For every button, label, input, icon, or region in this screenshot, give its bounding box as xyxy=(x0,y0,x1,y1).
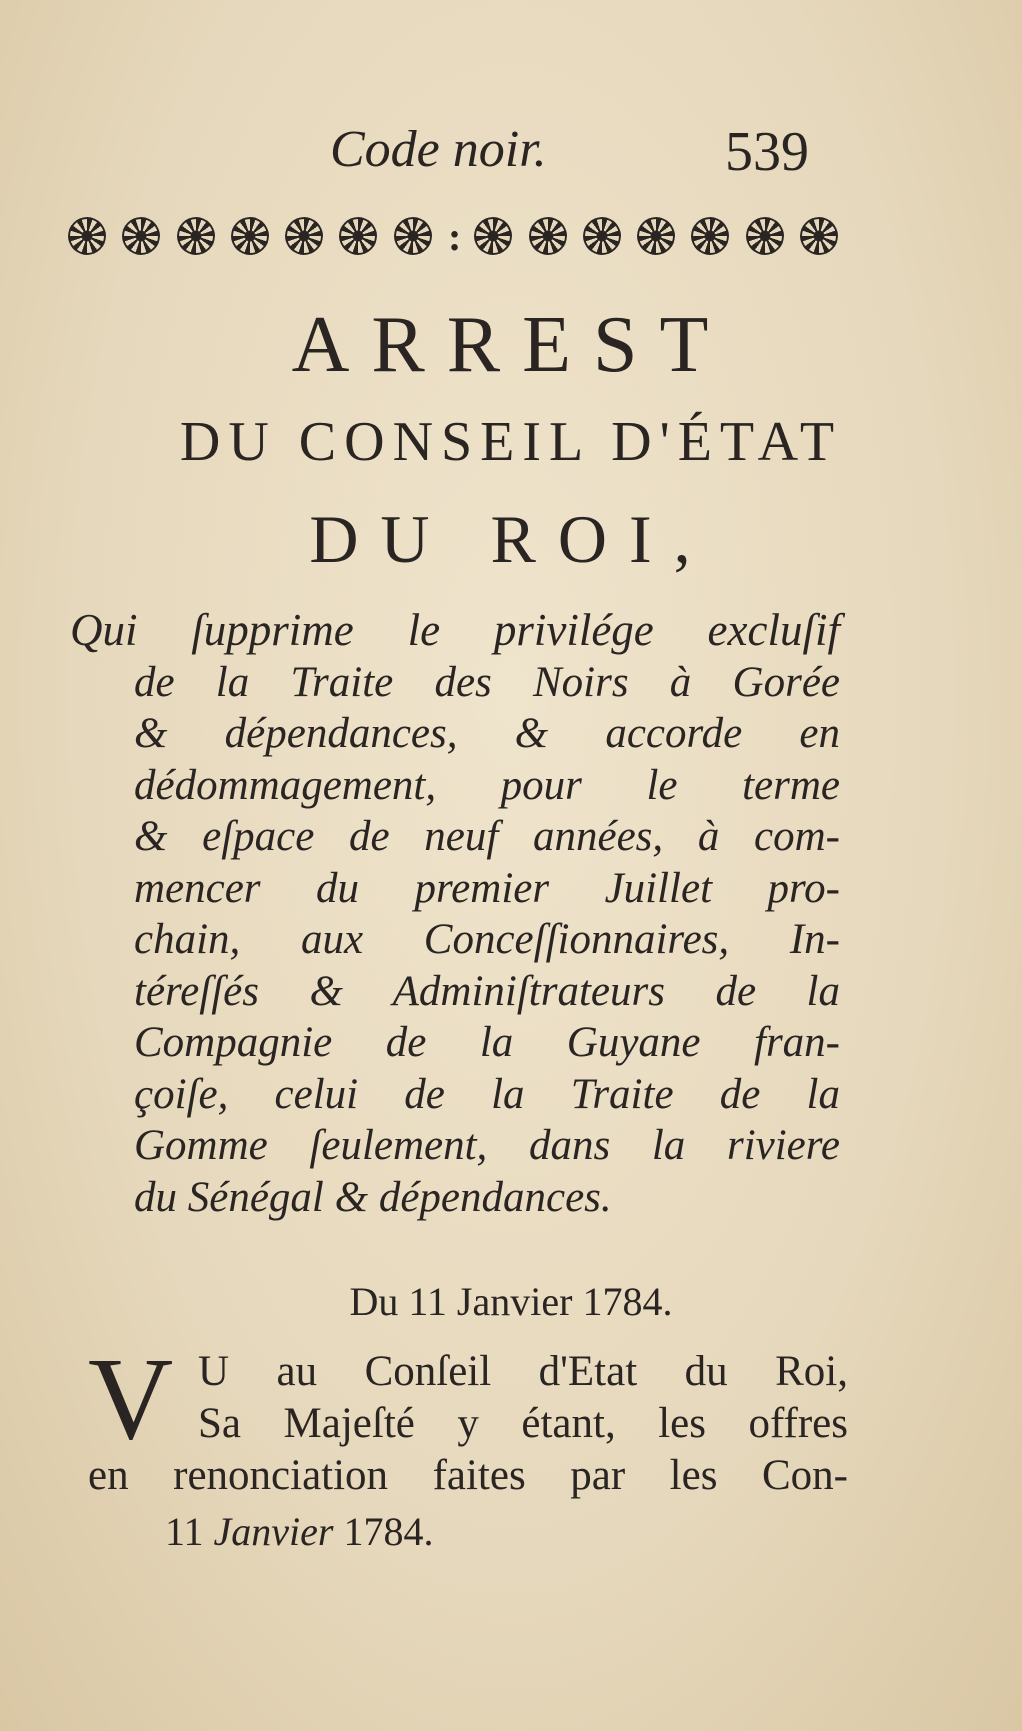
summary-line: & eſpace de neuf années, à com- xyxy=(134,813,840,860)
summary-line: chain, aux Conceſſionnaires, In- xyxy=(134,916,840,963)
rosette-icon xyxy=(394,217,432,255)
rosette-icon xyxy=(637,217,675,255)
rosette-icon xyxy=(122,217,160,255)
summary-line: téreſſés & Adminiſtrateurs de la xyxy=(134,967,840,1015)
fleuron-ornament-row xyxy=(68,206,838,266)
rosette-icon xyxy=(583,217,621,255)
rosette-icon xyxy=(339,217,377,255)
page-number: 539 xyxy=(725,121,809,183)
body-line: Sa Majeſté y étant, les offres xyxy=(198,1400,848,1447)
body-line: en renonciation faites par les Con- xyxy=(88,1452,848,1499)
rosette-icon xyxy=(231,217,269,255)
rosette-icon xyxy=(529,217,567,255)
summary-line: Gomme ſeulement, dans la riviere xyxy=(134,1122,840,1169)
summary-line: de la Traite des Noirs à Gorée xyxy=(134,658,840,706)
page-header xyxy=(0,110,1022,190)
decree-date: Du 11 Janvier 1784. xyxy=(349,1279,673,1324)
rosette-icon xyxy=(177,217,215,255)
rosette-icon xyxy=(68,217,106,255)
summary-line: Qui ſupprime le privilége excluſif xyxy=(70,605,840,655)
summary-line: du Sénégal & dépendances. xyxy=(134,1173,612,1221)
running-title: Code noir. xyxy=(330,121,547,178)
signature-mark xyxy=(165,1508,433,1555)
rosette-icon xyxy=(691,217,729,255)
title-line-arrest: ARREST xyxy=(291,301,731,389)
ornament-colon: : xyxy=(447,213,462,259)
summary-line: mencer du premier Juillet pro- xyxy=(134,864,840,912)
title-line-conseil: DU CONSEIL D'ÉTAT xyxy=(179,411,843,473)
summary-line: çoiſe, celui de la Traite de la xyxy=(134,1070,840,1118)
title-line-roi: DU ROI, xyxy=(309,501,713,577)
summary-line: dédommagement, pour le terme xyxy=(134,761,840,809)
signature-italic: Janvier xyxy=(213,1509,334,1554)
rosette-icon xyxy=(746,217,784,255)
rosette-icon xyxy=(800,217,838,255)
rosette-icon xyxy=(474,217,512,255)
body-line: U au Conſeil d'Etat du Roi, xyxy=(198,1348,848,1395)
summary-line: Compagnie de la Guyane fran- xyxy=(134,1019,840,1066)
drop-cap: V xyxy=(88,1333,174,1464)
body-paragraph xyxy=(88,1333,848,1502)
signature-prefix: 11 xyxy=(165,1509,204,1554)
signature-suffix: 1784. xyxy=(343,1509,434,1554)
rosette-icon xyxy=(285,217,323,255)
decree-summary xyxy=(70,605,840,1223)
summary-line: & dépendances, & accorde en xyxy=(134,710,840,757)
